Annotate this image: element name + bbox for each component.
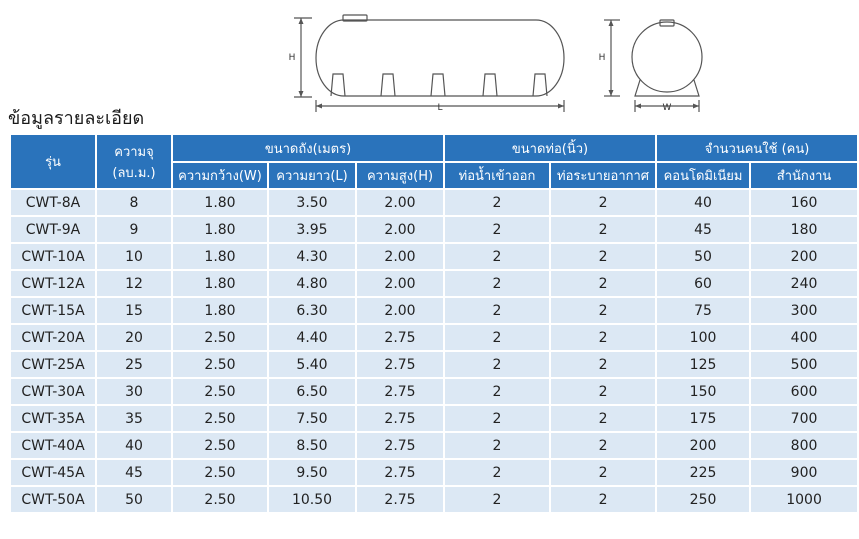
cell-inlet-pipe: 2 — [445, 487, 549, 512]
cell-inlet-pipe: 2 — [445, 379, 549, 404]
cell-height: 2.00 — [357, 190, 443, 215]
cell-office-users: 700 — [751, 406, 857, 431]
table-row — [11, 325, 857, 350]
table-row — [11, 379, 857, 404]
tank-front-stand — [635, 80, 699, 96]
cell-length: 8.50 — [269, 433, 355, 458]
cell-width: 1.80 — [173, 190, 267, 215]
table-body — [11, 190, 857, 512]
header-model: รุ่น — [11, 135, 95, 188]
cell-length: 3.50 — [269, 190, 355, 215]
cell-vent-pipe: 2 — [551, 487, 655, 512]
cell-width: 2.50 — [173, 433, 267, 458]
cell-height: 2.00 — [357, 244, 443, 269]
cell-condo-users: 225 — [657, 460, 749, 485]
cell-height: 2.00 — [357, 298, 443, 323]
cell-width: 2.50 — [173, 406, 267, 431]
cell-inlet-pipe: 2 — [445, 325, 549, 350]
cell-inlet-pipe: 2 — [445, 190, 549, 215]
cell-model: CWT-40A — [11, 433, 95, 458]
cell-inlet-pipe: 2 — [445, 298, 549, 323]
header-capacity — [97, 135, 171, 188]
table-row — [11, 244, 857, 269]
cell-office-users: 180 — [751, 217, 857, 242]
header-tank-size-group: ขนาดถัง(เมตร) — [173, 135, 443, 161]
header-office: สำนักงาน — [751, 163, 857, 188]
cell-height: 2.75 — [357, 325, 443, 350]
cell-model: CWT-35A — [11, 406, 95, 431]
cell-capacity: 40 — [97, 433, 171, 458]
cell-condo-users: 100 — [657, 325, 749, 350]
cell-model: CWT-15A — [11, 298, 95, 323]
cell-inlet-pipe: 2 — [445, 406, 549, 431]
cell-model: CWT-45A — [11, 460, 95, 485]
cell-office-users: 1000 — [751, 487, 857, 512]
cell-vent-pipe: 2 — [551, 460, 655, 485]
cell-height: 2.00 — [357, 271, 443, 296]
cell-height: 2.75 — [357, 406, 443, 431]
cell-capacity: 8 — [97, 190, 171, 215]
cell-condo-users: 50 — [657, 244, 749, 269]
cell-inlet-pipe: 2 — [445, 460, 549, 485]
cell-vent-pipe: 2 — [551, 190, 655, 215]
cell-height: 2.75 — [357, 433, 443, 458]
side-length-label: L — [437, 103, 443, 113]
cell-vent-pipe: 2 — [551, 217, 655, 242]
cell-length: 6.50 — [269, 379, 355, 404]
header-capacity-line2: (ลบ.ม.) — [112, 165, 156, 181]
cell-height: 2.75 — [357, 487, 443, 512]
header-vent-pipe: ท่อระบายอากาศ — [551, 163, 655, 188]
cell-model: CWT-8A — [11, 190, 95, 215]
cell-office-users: 200 — [751, 244, 857, 269]
cell-condo-users: 250 — [657, 487, 749, 512]
table-header — [11, 135, 857, 188]
front-view-diagram — [604, 20, 702, 112]
header-inlet-pipe: ท่อน้ำเข้าออก — [445, 163, 549, 188]
header-condo: คอนโดมิเนียม — [657, 163, 749, 188]
cell-office-users: 500 — [751, 352, 857, 377]
cell-height: 2.00 — [357, 217, 443, 242]
cell-capacity: 10 — [97, 244, 171, 269]
cell-model: CWT-12A — [11, 271, 95, 296]
cell-vent-pipe: 2 — [551, 271, 655, 296]
header-pipe-size-group: ขนาดท่อ(นิ้ว) — [445, 135, 655, 161]
cell-inlet-pipe: 2 — [445, 433, 549, 458]
cell-width: 2.50 — [173, 325, 267, 350]
cell-capacity: 25 — [97, 352, 171, 377]
cell-width: 2.50 — [173, 352, 267, 377]
cell-office-users: 160 — [751, 190, 857, 215]
tank-leg — [483, 74, 497, 96]
table-row — [11, 298, 857, 323]
cell-model: CWT-50A — [11, 487, 95, 512]
tank-leg — [381, 74, 395, 96]
cell-length: 3.95 — [269, 217, 355, 242]
cell-width: 2.50 — [173, 379, 267, 404]
cell-inlet-pipe: 2 — [445, 271, 549, 296]
header-users-group: จำนวนคนใช้ (คน) — [657, 135, 857, 161]
cell-model: CWT-20A — [11, 325, 95, 350]
cell-height: 2.75 — [357, 460, 443, 485]
cell-office-users: 600 — [751, 379, 857, 404]
cell-length: 4.40 — [269, 325, 355, 350]
header-length: ความยาว(L) — [269, 163, 355, 188]
table-row — [11, 190, 857, 215]
cell-inlet-pipe: 2 — [445, 352, 549, 377]
cell-vent-pipe: 2 — [551, 352, 655, 377]
cell-condo-users: 60 — [657, 271, 749, 296]
side-height-label: H — [288, 53, 296, 63]
cell-condo-users: 45 — [657, 217, 749, 242]
cell-capacity: 35 — [97, 406, 171, 431]
cell-capacity: 15 — [97, 298, 171, 323]
cell-model: CWT-10A — [11, 244, 95, 269]
cell-length: 6.30 — [269, 298, 355, 323]
table-row — [11, 460, 857, 485]
table-row — [11, 406, 857, 431]
cell-office-users: 800 — [751, 433, 857, 458]
cell-length: 9.50 — [269, 460, 355, 485]
cell-length: 7.50 — [269, 406, 355, 431]
cell-width: 1.80 — [173, 271, 267, 296]
tank-front-manhole — [660, 20, 674, 26]
cell-condo-users: 150 — [657, 379, 749, 404]
cell-capacity: 9 — [97, 217, 171, 242]
cell-vent-pipe: 2 — [551, 244, 655, 269]
cell-office-users: 240 — [751, 271, 857, 296]
cell-office-users: 400 — [751, 325, 857, 350]
cell-condo-users: 40 — [657, 190, 749, 215]
spec-table — [9, 133, 859, 514]
cell-inlet-pipe: 2 — [445, 217, 549, 242]
cell-model: CWT-30A — [11, 379, 95, 404]
cell-length: 4.80 — [269, 271, 355, 296]
header-capacity-line1: ความจุ — [114, 144, 154, 160]
tank-leg — [533, 74, 547, 96]
cell-condo-users: 125 — [657, 352, 749, 377]
cell-width: 1.80 — [173, 217, 267, 242]
cell-width: 1.80 — [173, 244, 267, 269]
cell-width: 2.50 — [173, 487, 267, 512]
cell-width: 2.50 — [173, 460, 267, 485]
cell-vent-pipe: 2 — [551, 433, 655, 458]
header-width: ความกว้าง(W) — [173, 163, 267, 188]
cell-office-users: 300 — [751, 298, 857, 323]
cell-vent-pipe: 2 — [551, 325, 655, 350]
section-title: ข้อมูลรายละเอียด — [8, 108, 145, 129]
cell-width: 1.80 — [173, 298, 267, 323]
cell-vent-pipe: 2 — [551, 379, 655, 404]
tank-leg — [431, 74, 445, 96]
cell-condo-users: 200 — [657, 433, 749, 458]
cell-vent-pipe: 2 — [551, 298, 655, 323]
tank-diagrams — [0, 0, 859, 118]
cell-condo-users: 175 — [657, 406, 749, 431]
cell-condo-users: 75 — [657, 298, 749, 323]
cell-model: CWT-9A — [11, 217, 95, 242]
header-height: ความสูง(H) — [357, 163, 443, 188]
cell-length: 5.40 — [269, 352, 355, 377]
table-row — [11, 352, 857, 377]
table-row — [11, 217, 857, 242]
front-width-label: W — [662, 103, 672, 113]
cell-inlet-pipe: 2 — [445, 244, 549, 269]
cell-capacity: 45 — [97, 460, 171, 485]
tank-front-body — [632, 22, 702, 92]
front-height-label: H — [598, 53, 606, 63]
table-row — [11, 271, 857, 296]
cell-length: 10.50 — [269, 487, 355, 512]
cell-length: 4.30 — [269, 244, 355, 269]
cell-model: CWT-25A — [11, 352, 95, 377]
cell-vent-pipe: 2 — [551, 406, 655, 431]
side-view-diagram — [294, 15, 564, 112]
cell-capacity: 50 — [97, 487, 171, 512]
cell-capacity: 20 — [97, 325, 171, 350]
tank-side-body — [316, 20, 564, 96]
cell-height: 2.75 — [357, 379, 443, 404]
cell-office-users: 900 — [751, 460, 857, 485]
table-row — [11, 487, 857, 512]
cell-height: 2.75 — [357, 352, 443, 377]
table-row — [11, 433, 857, 458]
cell-capacity: 30 — [97, 379, 171, 404]
cell-capacity: 12 — [97, 271, 171, 296]
